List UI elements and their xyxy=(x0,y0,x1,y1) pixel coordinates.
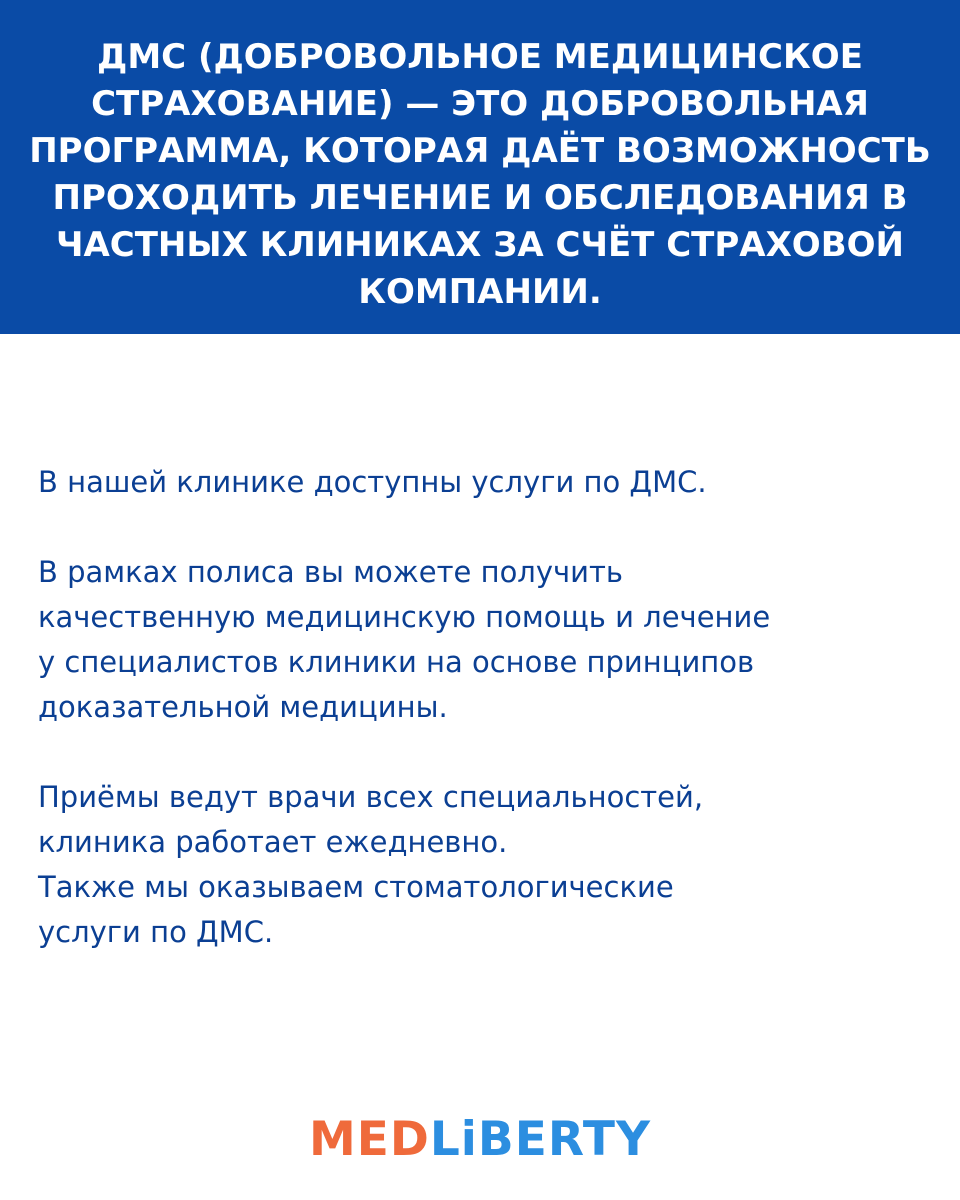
logo-liberty-text: LiBERTY xyxy=(429,1112,652,1167)
header-line: СТРАХОВАНИЕ) — ЭТО ДОБРОВОЛЬНАЯ xyxy=(91,84,869,124)
text-line: клиника работает ежедневно. xyxy=(38,825,508,859)
text-line: качественную медицинскую помощь и лечение xyxy=(38,600,771,634)
header-line: ПРОХОДИТЬ ЛЕЧЕНИЕ И ОБСЛЕДОВАНИЯ В xyxy=(52,178,908,218)
header-line: КОМПАНИИ. xyxy=(358,272,602,312)
text-line: В рамках полиса вы можете получить xyxy=(38,555,623,589)
text-line: Приёмы ведут врачи всех специальностей, xyxy=(38,780,704,814)
header-line: ПРОГРАММА, КОТОРАЯ ДАЁТ ВОЗМОЖНОСТЬ xyxy=(29,131,931,171)
text-line: В нашей клинике доступны услуги по ДМС. xyxy=(38,465,707,499)
availability-paragraph xyxy=(38,460,928,505)
services-paragraph xyxy=(38,775,928,955)
logo-med-text: MED xyxy=(308,1112,430,1167)
text-line: у специалистов клиники на основе принципов xyxy=(38,645,755,679)
text-line: услуги по ДМС. xyxy=(38,915,274,949)
body-text xyxy=(38,460,928,1000)
text-line: доказательной медицины. xyxy=(38,690,448,724)
header-banner xyxy=(0,0,960,334)
text-line: Также мы оказываем стоматологические xyxy=(38,870,674,904)
header-line: ДМС (ДОБРОВОЛЬНОЕ МЕДИЦИНСКОЕ xyxy=(97,37,863,77)
medliberty-logo xyxy=(0,1110,960,1170)
policy-paragraph xyxy=(38,550,928,730)
header-line: ЧАСТНЫХ КЛИНИКАХ ЗА СЧЁТ СТРАХОВОЙ xyxy=(56,225,904,265)
